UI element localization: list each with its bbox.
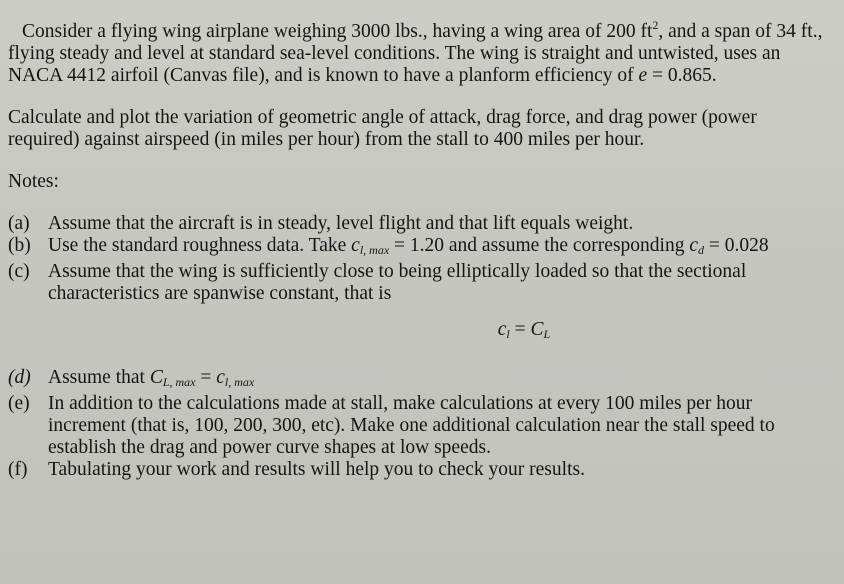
note-c (8, 261, 830, 305)
intro-text-1: Consider a flying wing airplane weighing 3000 lbs., having a wing area of 200 ft (22, 21, 653, 42)
note-d-equals: = (195, 367, 217, 388)
note-b-text-2: = 1.20 and assume the corresponding (389, 235, 690, 256)
note-a-label: (a) (8, 213, 30, 234)
note-e-text: In addition to the calculations made at stall, make calculations at every 100 miles per hour increment (that is, 100, 200, 300, etc). Make one additional calculation near the stall speed to establish the drag and power curve shapes at low speeds. (48, 393, 775, 458)
note-a-text: Assume that the aircraft is in steady, level flight and that lift equals weight. (48, 213, 634, 234)
CL-max-subscript: L, max (162, 375, 196, 389)
note-b-text-3: = 0.028 (703, 235, 769, 256)
task-paragraph: Calculate and plot the variation of geometric angle of attack, drag force, and drag power (power required) against airspeed (in miles per hour) from the stall to 400 miles per hour. (8, 107, 757, 150)
note-b-text-1: Use the standard roughness data. Take (48, 235, 352, 256)
ft-exponent: 2 (652, 18, 659, 32)
note-d (8, 367, 830, 393)
note-f-text: Tabulating your work and results will help you to check your results. (48, 459, 585, 480)
notes-heading: Notes: (8, 171, 59, 192)
eq-equals: = (509, 319, 531, 340)
note-d-text-1: Assume that (48, 367, 150, 388)
note-e-label: (e) (8, 393, 30, 414)
sectional-equation (8, 319, 830, 345)
CL-max-symbol: C (149, 367, 163, 388)
note-b (8, 235, 830, 261)
note-b-text (48, 235, 830, 261)
cd-symbol: c (689, 235, 698, 256)
note-b-label: (b) (8, 235, 31, 256)
efficiency-symbol: e (638, 65, 648, 86)
eq-CL-subscript: L (543, 327, 551, 341)
note-a (8, 213, 830, 235)
eq-cl-symbol: c (497, 319, 507, 340)
eq-CL-symbol: C (530, 319, 544, 340)
cl-max-symbol: c (351, 235, 360, 256)
note-d-text (48, 367, 830, 393)
cl-max-subscript: l, max (359, 243, 390, 257)
note-d-cl-symbol: c (216, 367, 225, 388)
note-f (8, 459, 830, 481)
note-c-text: Assume that the wing is sufficiently close to being elliptically loaded so that the sectional characteristics are spanwise constant, that is (48, 261, 747, 304)
cd-subscript: d (697, 243, 704, 257)
note-d-cl-subscript: l, max (224, 375, 255, 389)
note-c-label: (c) (8, 261, 30, 282)
eq-cl-subscript: l (506, 327, 510, 341)
intro-paragraph (8, 14, 830, 87)
efficiency-value: = 0.865. (647, 65, 717, 86)
note-e (8, 393, 830, 459)
note-f-label: (f) (8, 459, 28, 480)
note-d-label: (d) (8, 367, 31, 388)
intro-text-2: , and a span of 34 ft., flying steady and level at standard sea-level conditions. The wing is straight and untwisted, uses an NACA 4412 airfoil (Canvas file), and is known to have a planform efficiency of (8, 21, 823, 86)
